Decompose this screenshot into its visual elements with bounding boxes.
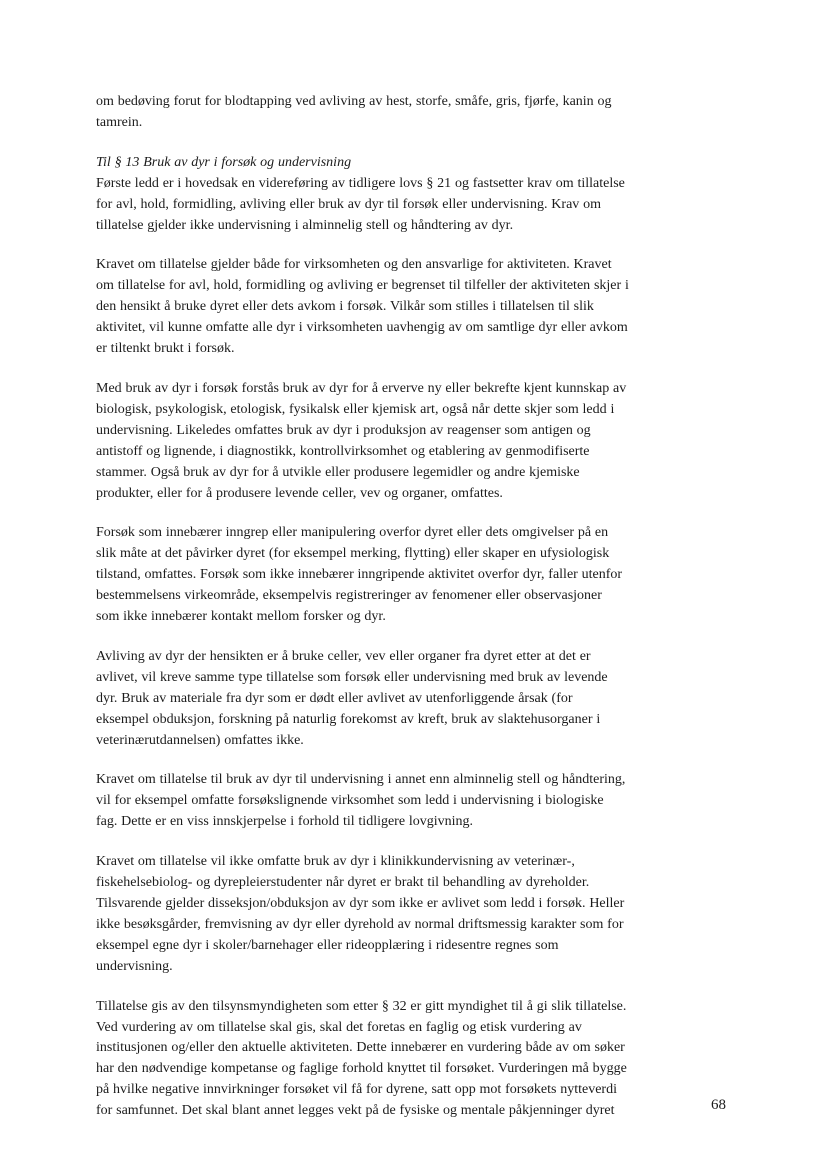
text-line: er tiltenkt brukt i forsøk. — [96, 341, 235, 357]
paragraph-7 — [96, 770, 728, 833]
text-line: Kravet om tillatelse til bruk av dyr til undervisning i annet enn alminnelig stell og håndtering, — [96, 772, 626, 788]
text-line: om tillatelse for avl, hold, formidling og avliving er begrenset til tilfeller der aktiviteten skjer i — [96, 278, 629, 294]
text-line: undervisning. — [96, 958, 173, 974]
paragraph-6 — [96, 647, 728, 752]
text-line: veterinærutdannelsen) omfattes ikke. — [96, 732, 304, 748]
text-line: tilstand, omfattes. Forsøk som ikke innebærer inngripende aktivitet overfor dyr, faller utenfor — [96, 567, 623, 583]
text-line: ikke besøksgårder, fremvisning av dyr eller dyrehold av normal driftsmessig karakter som for — [96, 916, 624, 932]
text-line: avlivet, vil kreve samme type tillatelse som forsøk eller undervisning med bruk av levende — [96, 669, 608, 685]
text-line: som ikke innebærer kontakt mellom forsker og dyr. — [96, 609, 386, 625]
page-number: 68 — [711, 1097, 726, 1113]
paragraph-8 — [96, 852, 728, 977]
text-line: eksempel egne dyr i skoler/barnehager eller rideopplæring i ridesentre regnes som — [96, 937, 559, 953]
text-line: Avliving av dyr der hensikten er å bruke celler, vev eller organer fra dyret etter at det er — [96, 648, 591, 664]
text-line: Ved vurdering av om tillatelse skal gis, skal det foretas en faglig og etisk vurdering av — [96, 1019, 582, 1035]
text-line: Forsøk som innebærer inngrep eller manipulering overfor dyret eller dets omgivelser på en — [96, 525, 609, 541]
paragraph-9 — [96, 997, 728, 1122]
text-line: tamrein. — [96, 114, 143, 130]
text-line: dyr. Bruk av materiale fra dyr som er dødt eller avlivet av utenforliggende årsak (for — [96, 690, 573, 706]
text-line: institusjonen og/eller den aktuelle aktiviteten. Dette innebærer en vurdering både av om søker — [96, 1040, 625, 1056]
paragraph-5 — [96, 523, 728, 628]
paragraph-3 — [96, 255, 728, 360]
section-heading: Til § 13 Bruk av dyr i forsøk og undervisning — [96, 154, 352, 170]
text-line: Første ledd er i hovedsak en videreføring av tidligere lovs § 21 og fastsetter krav om tillatelse — [96, 175, 625, 191]
text-line: den hensikt å bruke dyret eller dets avkom i forsøk. Vilkår som stilles i tillatelsen til slik — [96, 299, 594, 315]
text-line: bestemmelsens virkeområde, eksempelvis registreringer av fenomener eller observasjoner — [96, 588, 602, 604]
text-line: antistoff og lignende, i diagnostikk, kontrollvirksomhet og etablering av genmodifiserte — [96, 443, 590, 459]
text-line: om bedøving forut for blodtapping ved avliving av hest, storfe, småfe, gris, fjørfe, kanin og — [96, 94, 612, 109]
text-line: Tilsvarende gjelder disseksjon/obduksjon av dyr som ikke er avlivet som ledd i forsøk. Heller — [96, 896, 625, 911]
text-line: produkter, eller for å produsere levende celler, vev og organer, omfattes. — [96, 485, 503, 501]
document-body — [96, 92, 728, 1122]
text-line: Kravet om tillatelse vil ikke omfatte bruk av dyr i klinikkundervisning av veterinær-, — [96, 854, 575, 870]
text-line: Kravet om tillatelse gjelder både for virksomheten og den ansvarlige for aktiviteten. Kravet — [96, 257, 612, 273]
text-line: Med bruk av dyr i forsøk forstås bruk av dyr for å erverve ny eller bekrefte kjent kunnskap av — [96, 380, 627, 396]
text-line: tillatelse gjelder ikke undervisning i alminnelig stell og håndtering av dyr. — [96, 217, 514, 233]
text-line: fiskehelsebiolog- og dyrepleierstudenter når dyret er brakt til behandling av dyreholder. — [96, 875, 590, 891]
text-line: har den nødvendige kompetanse og faglige forhold knyttet til forsøket. Vurderingen må bygge — [96, 1061, 627, 1077]
text-line: slik måte at det påvirker dyret (for eksempel merking, flytting) eller skaper en ufysiologisk — [96, 546, 610, 562]
text-line: vil for eksempel omfatte forsøkslignende virksomhet som ledd i undervisning i biologiske — [96, 793, 604, 809]
paragraph-1 — [96, 92, 728, 134]
text-line: biologisk, psykologisk, etologisk, fysikalsk eller kjemisk art, også når dette skjer som ledd i — [96, 401, 615, 417]
text-line: undervisning. Likeledes omfattes bruk av dyr i produksjon av reagenser som antigen og — [96, 422, 591, 438]
text-line: aktivitet, vil kunne omfatte alle dyr i virksomheten uavhengig av om samtlige dyr eller avkom — [96, 320, 628, 336]
text-line: eksempel obduksjon, forskning på naturlig forekomst av kreft, bruk av slaktehusorganer i — [96, 711, 601, 727]
text-line: stammer. Også bruk av dyr for å utvikle eller produsere legemidler og andre kjemiske — [96, 464, 580, 480]
text-line: for avl, hold, formidling, avliving eller bruk av dyr til forsøk eller undervisning. Krav om — [96, 196, 601, 212]
text-line: Tillatelse gis av den tilsynsmyndigheten som etter § 32 er gitt myndighet til å gi slik tillatelse. — [96, 998, 627, 1014]
text-line: for samfunnet. Det skal blant annet legges vekt på de fysiske og mentale påkjenninger dyret — [96, 1103, 615, 1119]
text-line: fag. Dette er en viss innskjerpelse i forhold til tidligere lovgivning. — [96, 814, 474, 830]
paragraph-2 — [96, 153, 728, 237]
paragraph-4 — [96, 379, 728, 504]
text-line: på hvilke negative innvirkninger forsøket vil få for dyrene, satt opp mot forsøkets nytteverdi — [96, 1082, 617, 1098]
